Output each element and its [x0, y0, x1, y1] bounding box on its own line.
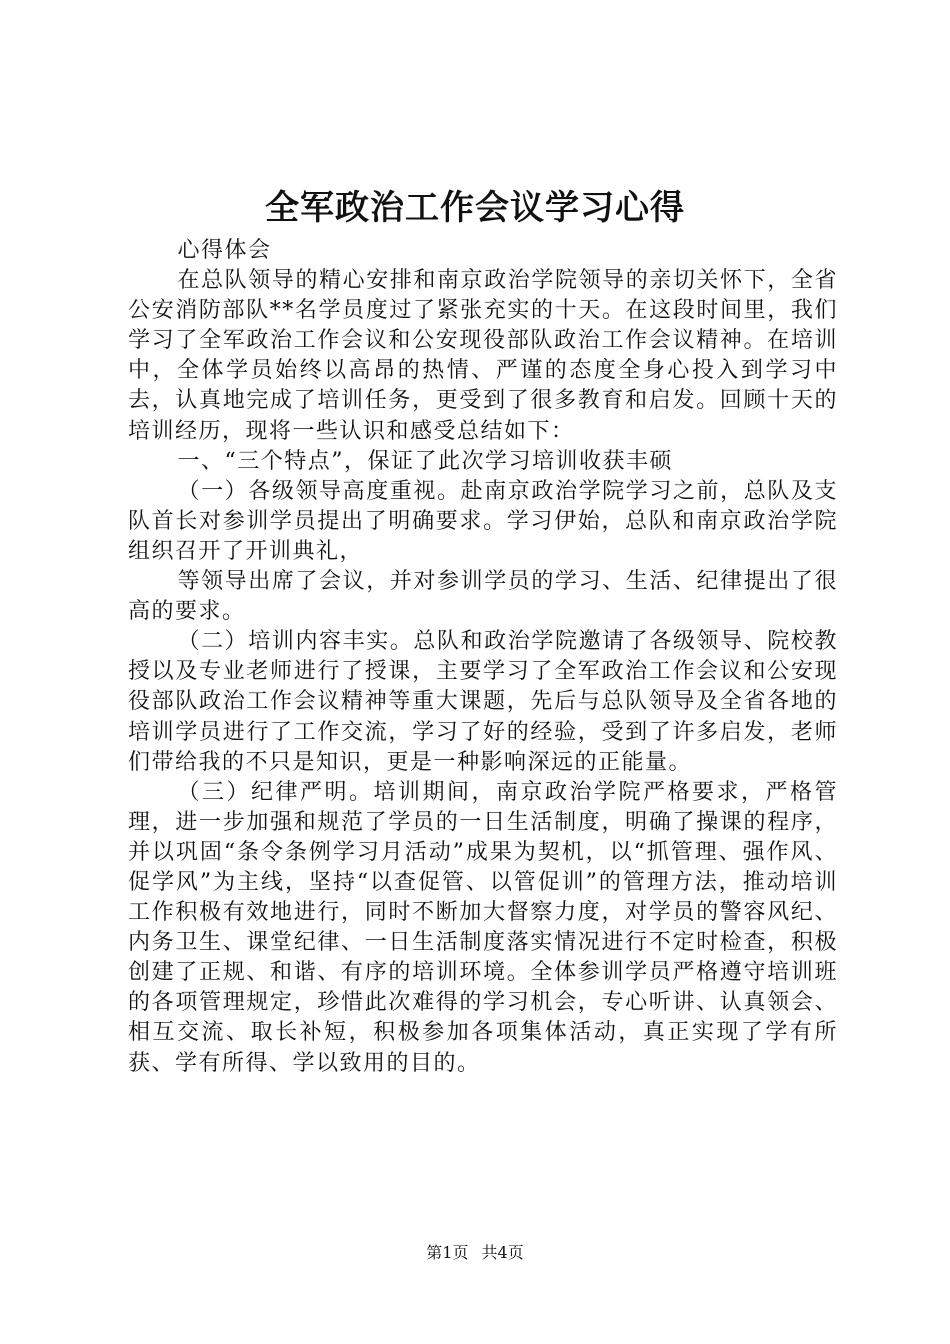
- section-heading-one: 一、“三个特点”，保证了此次学习培训收获丰硕: [177, 448, 673, 474]
- page-number-total: 共4页: [481, 1243, 524, 1262]
- paragraph-point-one: （一）各级领导高度重视。赴南京政治学院学习之前，总队及支队首长对参训学员提出了明确要求。学习伊始，总队和南京政治学院组织召开了开训典礼，: [128, 478, 838, 564]
- paragraph-point-three: （三）纪律严明。培训期间，南京政治学院严格要求，严格管理，进一步加强和规范了学员的一日生活制度，明确了操课的程序，并以巩固“条令条例学习月活动”成果为契机，以“抓管理、强作风、促学风”为主线，坚持“以查促管、以管促训”的管理方法，推动培训工作积极有效地进行，同时不断加大督察力度，对学员的警容风纪、内务卫生、课堂纪律、一日生活制度落实情况进行不定时检查，积极创建了正规、和谐、有序的培训环境。全体参训学员严格遵守培训班的各项管理规定，珍惜此次难得的学习机会，专心听讲、认真领会、相互交流、取长补短，积极参加各项集体活动，真正实现了学有所获、学有所得、学以致用的目的。: [128, 779, 838, 1076]
- page-footer: [0, 1242, 950, 1264]
- paragraph-point-one-continued: 等领导出席了会议，并对参训学员的学习、生活、纪律提出了很高的要求。: [128, 569, 838, 625]
- page-number-current: 第1页: [426, 1243, 469, 1262]
- paragraph-point-two: （二）培训内容丰实。总队和政治学院邀请了各级领导、院校教授以及专业老师进行了授课，主要学习了全军政治工作会议和公安现役部队政治工作会议精神等重大课题，先后与总队领导及全省各地的培训学员进行了工作交流，学习了好的经验，受到了许多启发，老师们带给我的不只是知识，更是一种影响深远的正能量。: [128, 629, 838, 775]
- document-title: 全军政治工作会议学习心得: [265, 188, 685, 228]
- paragraph-heading-xindetihui: 心得体会: [177, 238, 272, 263]
- document-body: [128, 236, 838, 1079]
- paragraph-intro: 在总队领导的精心安排和南京政治学院领导的亲切关怀下，全省公安消防部队**名学员度过了紧张充实的十天。在这段时间里，我们学习了全军政治工作会议和公安现役部队政治工作会议精神。在培训中，全体学员始终以高昂的热情、严谨的态度全身心投入到学习中去，认真地完成了培训任务，更受到了很多教育和启发。回顾十天的培训经历，现将一些认识和感受总结如下：: [128, 268, 838, 444]
